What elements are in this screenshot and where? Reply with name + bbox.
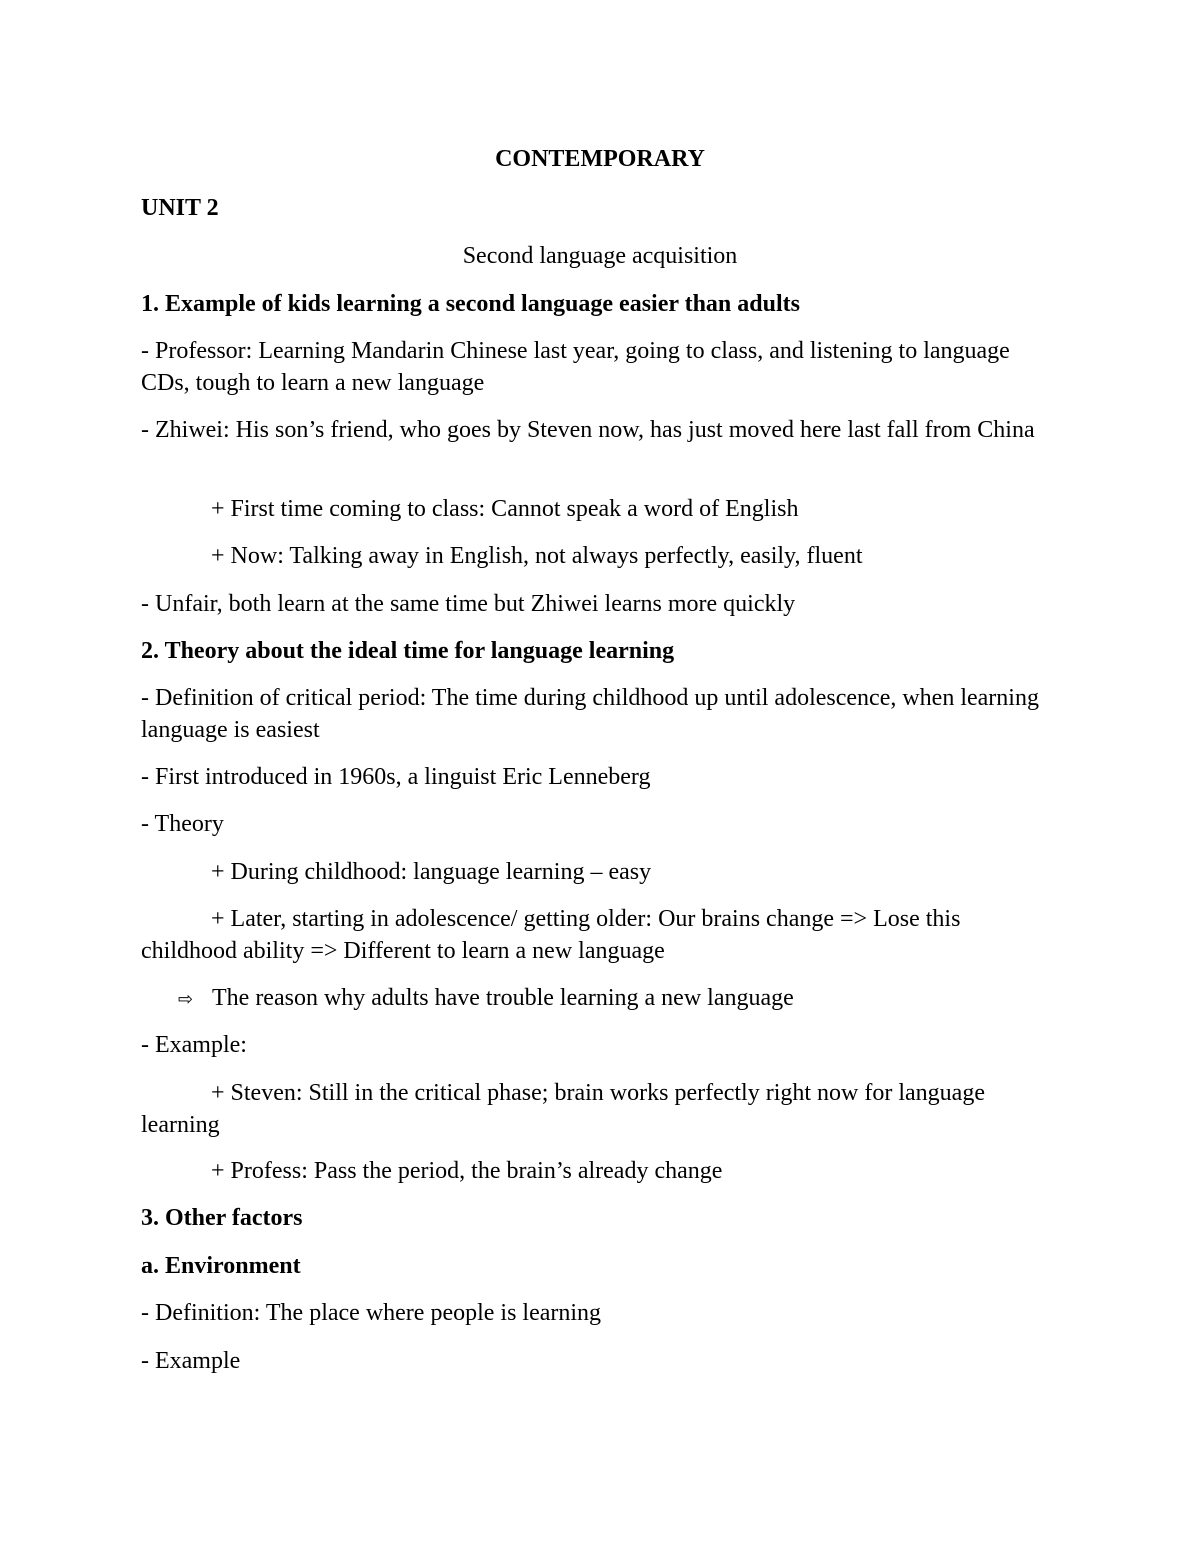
arrow-right-icon: ⇨: [178, 989, 194, 1010]
paragraph-zhiwei: - Zhiwei: His son’s friend, who goes by Steven now, has just moved here last fall from China: [141, 417, 1035, 443]
conclusion-line: [178, 982, 1083, 1016]
paragraph-environment-definition: - Definition: The place where people is learning: [141, 1300, 602, 1326]
sub-item-childhood: + During childhood: language learning – easy: [211, 859, 652, 885]
paragraph-first-introduced: - First introduced in 1960s, a linguist Eric Lenneberg: [141, 764, 651, 790]
section-heading-3: 3. Other factors: [141, 1205, 303, 1231]
document-subtitle: Second language acquisition: [462, 243, 738, 269]
paragraph-professor: - Professor: Learning Mandarin Chinese last year, going to class, and listening to language CDs, tough to learn a new language: [141, 338, 1010, 396]
paragraph-example: - Example:: [141, 1032, 247, 1058]
sub-item-first-time: + First time coming to class: Cannot speak a word of English: [211, 496, 799, 522]
paragraph-unfair: - Unfair, both learn at the same time but Zhiwei learns more quickly: [141, 591, 796, 617]
document-title: CONTEMPORARY: [495, 146, 705, 172]
paragraph-environment-example: - Example: [141, 1348, 241, 1374]
subsection-heading-environment: a. Environment: [141, 1253, 301, 1279]
conclusion-text: The reason why adults have trouble learning a new language: [212, 985, 794, 1011]
paragraph-theory: - Theory: [141, 811, 224, 837]
sub-item-steven: + Steven: Still in the critical phase; brain works perfectly right now for language learning: [141, 1080, 985, 1138]
paragraph-critical-period: - Definition of critical period: The time during childhood up until adolescence, when learning language is easiest: [141, 685, 1039, 743]
sub-item-profess: + Profess: Pass the period, the brain’s already change: [211, 1158, 723, 1184]
sub-item-later: + Later, starting in adolescence/ getting older: Our brains change => Lose this childhood ability => Different to learn a new language: [141, 906, 961, 964]
section-heading-1: 1. Example of kids learning a second language easier than adults: [141, 291, 800, 317]
sub-item-now: + Now: Talking away in English, not always perfectly, easily, fluent: [211, 543, 863, 569]
section-heading-2: 2. Theory about the ideal time for language learning: [141, 638, 675, 664]
unit-heading: UNIT 2: [141, 195, 219, 221]
